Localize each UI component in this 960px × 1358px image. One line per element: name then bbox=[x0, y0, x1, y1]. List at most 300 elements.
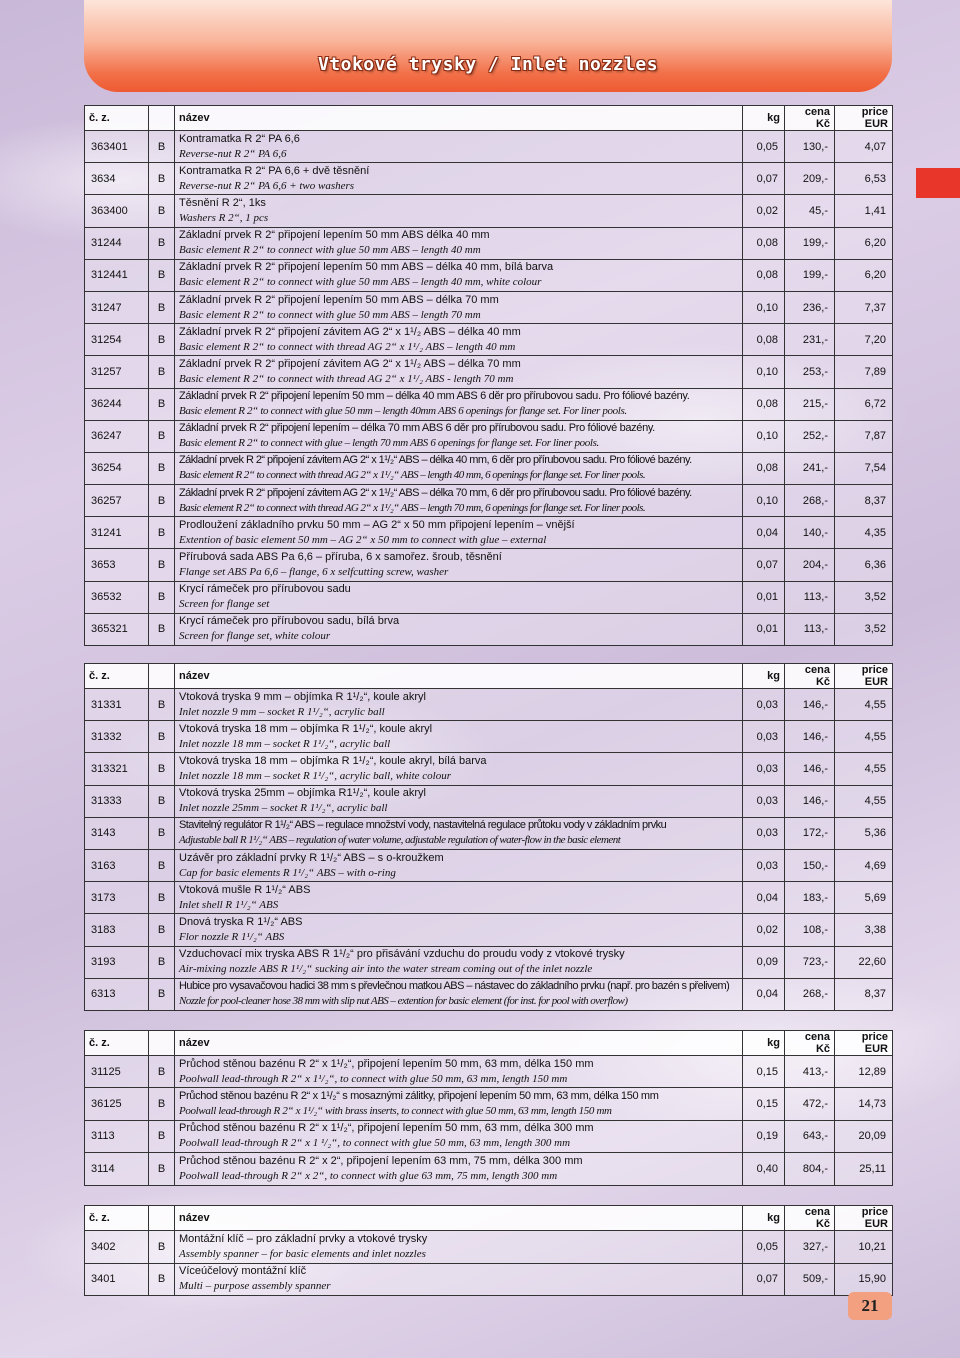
description-czech: Základní prvek R 2“ připojení závitem AG 2“ x 1¹/₂ ABS – délka 70 mm bbox=[179, 357, 521, 370]
table-row bbox=[85, 817, 893, 849]
item-price-eur: 3,38 bbox=[835, 914, 893, 946]
product-table-2 bbox=[84, 663, 893, 1011]
item-code: 312441 bbox=[85, 259, 149, 291]
column-header-code: č. z. bbox=[85, 106, 149, 131]
description-english: Poolwall lead-through R 2“ x 2“, to connect with glue 63 mm, 75 mm, length 300 mm bbox=[179, 1169, 558, 1182]
table-header-row bbox=[85, 106, 893, 131]
column-header-eur: price EUR bbox=[835, 664, 893, 689]
table-row bbox=[85, 882, 893, 914]
column-header-flag bbox=[149, 106, 175, 131]
item-code: 3634 bbox=[85, 163, 149, 195]
item-price-eur: 6,36 bbox=[835, 549, 893, 581]
description-english: Basic element R 2“ to connect with glue 50 mm ABS – length 70 mm bbox=[179, 308, 481, 321]
table-row bbox=[85, 195, 893, 227]
item-price-czk: 252,- bbox=[785, 420, 835, 452]
item-flag: B bbox=[149, 721, 175, 753]
item-price-czk: 241,- bbox=[785, 452, 835, 484]
item-code: 365321 bbox=[85, 613, 149, 645]
item-flag: B bbox=[149, 420, 175, 452]
table-row bbox=[85, 581, 893, 613]
item-code: 31125 bbox=[85, 1056, 149, 1088]
item-flag: B bbox=[149, 1231, 175, 1264]
item-description bbox=[175, 785, 743, 817]
table-row bbox=[85, 689, 893, 721]
table-row bbox=[85, 420, 893, 452]
table-row bbox=[85, 291, 893, 323]
item-flag: B bbox=[149, 978, 175, 1010]
item-price-czk: 268,- bbox=[785, 978, 835, 1010]
item-price-eur: 6,20 bbox=[835, 259, 893, 291]
item-price-eur: 4,69 bbox=[835, 849, 893, 881]
item-weight-kg: 0,10 bbox=[743, 291, 785, 323]
item-description bbox=[175, 1056, 743, 1088]
table-row bbox=[85, 485, 893, 517]
item-weight-kg: 0,03 bbox=[743, 721, 785, 753]
item-weight-kg: 0,09 bbox=[743, 946, 785, 978]
column-header-eur: price EUR bbox=[835, 1031, 893, 1056]
description-english: Multi – purpose assembly spanner bbox=[179, 1280, 331, 1293]
item-price-czk: 268,- bbox=[785, 485, 835, 517]
item-code: 3193 bbox=[85, 946, 149, 978]
item-code: 31331 bbox=[85, 689, 149, 721]
item-price-czk: 199,- bbox=[785, 259, 835, 291]
table-row bbox=[85, 849, 893, 881]
description-english: Basic element R 2“ to connect with thread AG 2“ x 1¹/₂“ ABS – length 40 mm, 6 openings for flange set. For liner pools. bbox=[179, 469, 646, 482]
item-flag: B bbox=[149, 324, 175, 356]
item-weight-kg: 0,02 bbox=[743, 195, 785, 227]
item-price-eur: 4,55 bbox=[835, 785, 893, 817]
description-english: Extention of basic element 50 mm – AG 2“ x 50 mm to connect with glue – external bbox=[179, 533, 547, 546]
description-english: Inlet nozzle 18 mm – socket R 1¹/₂“, acrylic ball bbox=[179, 737, 391, 750]
table-row bbox=[85, 1120, 893, 1152]
item-flag: B bbox=[149, 753, 175, 785]
item-description bbox=[175, 914, 743, 946]
item-weight-kg: 0,07 bbox=[743, 163, 785, 195]
table-row bbox=[85, 324, 893, 356]
item-code: 31333 bbox=[85, 785, 149, 817]
item-flag: B bbox=[149, 388, 175, 420]
item-price-eur: 22,60 bbox=[835, 946, 893, 978]
item-weight-kg: 0,03 bbox=[743, 753, 785, 785]
item-weight-kg: 0,01 bbox=[743, 613, 785, 645]
description-czech: Přírubová sada ABS Pa 6,6 – příruba, 6 x samořez. šroub, těsnění bbox=[179, 551, 502, 564]
table-row bbox=[85, 613, 893, 645]
table-row bbox=[85, 1056, 893, 1088]
item-weight-kg: 0,03 bbox=[743, 817, 785, 849]
description-english: Inlet nozzle 18 mm – socket R 1¹/₂“, acrylic ball, white colour bbox=[179, 769, 451, 782]
item-description bbox=[175, 324, 743, 356]
table-row bbox=[85, 388, 893, 420]
description-english: Reverse-nut R 2“ PA 6,6 bbox=[179, 147, 287, 160]
table-row bbox=[85, 452, 893, 484]
table-row bbox=[85, 227, 893, 259]
item-description bbox=[175, 978, 743, 1010]
item-description bbox=[175, 163, 743, 195]
item-price-czk: 215,- bbox=[785, 388, 835, 420]
item-description bbox=[175, 452, 743, 484]
description-czech: Těsnění R 2“, 1ks bbox=[179, 196, 266, 209]
item-flag: B bbox=[149, 581, 175, 613]
item-price-czk: 204,- bbox=[785, 549, 835, 581]
item-code: 36125 bbox=[85, 1088, 149, 1120]
column-header-eur: price EUR bbox=[835, 1206, 893, 1231]
column-header-name: název bbox=[175, 664, 743, 689]
product-table-3 bbox=[84, 1030, 893, 1186]
item-code: 31257 bbox=[85, 356, 149, 388]
item-price-czk: 45,- bbox=[785, 195, 835, 227]
item-code: 3402 bbox=[85, 1231, 149, 1264]
item-weight-kg: 0,08 bbox=[743, 452, 785, 484]
item-flag: B bbox=[149, 1120, 175, 1152]
table-header-row bbox=[85, 1031, 893, 1056]
table-row bbox=[85, 131, 893, 163]
column-header-cena: cena Kč bbox=[785, 1031, 835, 1056]
column-header-flag bbox=[149, 1031, 175, 1056]
column-header-code: č. z. bbox=[85, 664, 149, 689]
item-code: 363401 bbox=[85, 131, 149, 163]
item-flag: B bbox=[149, 882, 175, 914]
description-czech: Krycí rámeček pro přírubovou sadu bbox=[179, 583, 351, 596]
description-czech: Vtoková tryska 18 mm – objímka R 1¹/₂“, koule akryl, bílá barva bbox=[179, 754, 487, 767]
item-weight-kg: 0,08 bbox=[743, 324, 785, 356]
item-code: 313321 bbox=[85, 753, 149, 785]
description-czech: Montážní klíč – pro základní prvky a vtokové trysky bbox=[179, 1232, 428, 1245]
item-price-eur: 5,69 bbox=[835, 882, 893, 914]
description-english: Reverse-nut R 2“ PA 6,6 + two washers bbox=[179, 179, 355, 192]
column-header-name: název bbox=[175, 1206, 743, 1231]
item-price-eur: 6,20 bbox=[835, 227, 893, 259]
item-weight-kg: 0,08 bbox=[743, 227, 785, 259]
product-table-1 bbox=[84, 105, 893, 646]
item-weight-kg: 0,15 bbox=[743, 1088, 785, 1120]
item-description bbox=[175, 131, 743, 163]
description-english: Basic element R 2“ to connect with glue 50 mm ABS – length 40 mm bbox=[179, 244, 481, 257]
item-weight-kg: 0,08 bbox=[743, 259, 785, 291]
description-czech: Prodloužení základního prvku 50 mm – AG 2“ x 50 mm připojení lepením – vnější bbox=[179, 518, 575, 531]
column-header-kg: kg bbox=[743, 106, 785, 131]
column-header-cena: cena Kč bbox=[785, 1206, 835, 1231]
description-czech: Stavitelný regulátor R 1¹/₂“ ABS – regulace množství vody, nastavitelná regulace průtoku vody v základním prvku bbox=[179, 819, 667, 832]
column-header-code: č. z. bbox=[85, 1031, 149, 1056]
item-code: 3163 bbox=[85, 849, 149, 881]
description-czech: Průchod stěnou bazénu R 2“ x 2“, připojení lepením 63 mm, 75 mm, délka 300 mm bbox=[179, 1154, 583, 1167]
item-weight-kg: 0,03 bbox=[743, 689, 785, 721]
item-code: 36532 bbox=[85, 581, 149, 613]
item-code: 31254 bbox=[85, 324, 149, 356]
table-row bbox=[85, 163, 893, 195]
item-code: 6313 bbox=[85, 978, 149, 1010]
item-code: 3653 bbox=[85, 549, 149, 581]
item-description bbox=[175, 1120, 743, 1152]
item-code: 36254 bbox=[85, 452, 149, 484]
column-header-eur: price EUR bbox=[835, 106, 893, 131]
item-weight-kg: 0,04 bbox=[743, 517, 785, 549]
item-code: 3183 bbox=[85, 914, 149, 946]
item-price-czk: 130,- bbox=[785, 131, 835, 163]
table-row bbox=[85, 549, 893, 581]
description-czech: Základní prvek R 2“ připojení závitem AG 2“ x 1¹/₂“ ABS – délka 40 mm, 6 děr pro přírubovou sadu. Pro fóliové bazény. bbox=[179, 454, 692, 467]
column-header-cena: cena Kč bbox=[785, 664, 835, 689]
table-row bbox=[85, 978, 893, 1010]
description-english: Inlet nozzle 25mm – socket R 1¹/₂“, acrylic ball bbox=[179, 802, 388, 815]
item-price-eur: 7,54 bbox=[835, 452, 893, 484]
item-flag: B bbox=[149, 1153, 175, 1185]
item-description bbox=[175, 291, 743, 323]
item-description bbox=[175, 388, 743, 420]
table-row bbox=[85, 946, 893, 978]
item-code: 31332 bbox=[85, 721, 149, 753]
item-price-czk: 804,- bbox=[785, 1153, 835, 1185]
item-price-czk: 209,- bbox=[785, 163, 835, 195]
item-description bbox=[175, 485, 743, 517]
description-czech: Základní prvek R 2“ připojení lepením 50 mm – délka 40 mm ABS 6 děr pro přírubovou sadu. Pro fóliové bazény. bbox=[179, 390, 690, 403]
item-weight-kg: 0,10 bbox=[743, 420, 785, 452]
item-description bbox=[175, 517, 743, 549]
description-english: Assembly spanner – for basic elements and inlet nozzles bbox=[179, 1247, 426, 1260]
column-header-kg: kg bbox=[743, 1031, 785, 1056]
item-price-czk: 472,- bbox=[785, 1088, 835, 1120]
item-description bbox=[175, 356, 743, 388]
item-description bbox=[175, 581, 743, 613]
item-description bbox=[175, 1153, 743, 1185]
item-weight-kg: 0,07 bbox=[743, 1263, 785, 1296]
item-flag: B bbox=[149, 689, 175, 721]
item-code: 36247 bbox=[85, 420, 149, 452]
item-code: 3143 bbox=[85, 817, 149, 849]
page-title: Vtokové trysky / Inlet nozzles bbox=[317, 54, 659, 75]
description-czech: Hubice pro vysavačovou hadici 38 mm s převlečnou matkou ABS – nástavec do základního prvku (např. pro bazén s přelivem) bbox=[179, 980, 730, 993]
item-flag: B bbox=[149, 1056, 175, 1088]
description-czech: Základní prvek R 2“ připojení závitem AG 2“ x 1¹/₂“ ABS – délka 70 mm, 6 děr pro přírubovou sadu. Pro fóliové bazény. bbox=[179, 486, 692, 499]
table-row bbox=[85, 259, 893, 291]
item-description bbox=[175, 1263, 743, 1296]
table-row bbox=[85, 753, 893, 785]
description-czech: Základní prvek R 2“ připojení závitem AG 2“ x 1¹/₂ ABS – délka 40 mm bbox=[179, 325, 521, 338]
item-flag: B bbox=[149, 613, 175, 645]
table-row bbox=[85, 914, 893, 946]
item-price-eur: 4,55 bbox=[835, 689, 893, 721]
item-flag: B bbox=[149, 259, 175, 291]
description-czech: Víceúčelový montážní klíč bbox=[179, 1265, 307, 1278]
description-english: Basic element R 2“ to connect with glue 50 mm – length 40mm ABS 6 openings for flange set. For liner pools. bbox=[179, 405, 627, 418]
item-price-czk: 413,- bbox=[785, 1056, 835, 1088]
column-header-kg: kg bbox=[743, 1206, 785, 1231]
item-price-eur: 6,72 bbox=[835, 388, 893, 420]
item-description bbox=[175, 753, 743, 785]
item-price-eur: 14,73 bbox=[835, 1088, 893, 1120]
description-czech: Průchod stěnou bazénu R 2“ x 1¹/₂“, připojení lepením 50 mm, 63 mm, délka 150 mm bbox=[179, 1057, 594, 1070]
item-description bbox=[175, 613, 743, 645]
product-table-4 bbox=[84, 1205, 893, 1296]
item-flag: B bbox=[149, 849, 175, 881]
description-english: Adjustable ball R 1¹/₂“ ABS – regulation of water volume, adjustable regulation of water-flow in the basic element bbox=[179, 834, 621, 847]
item-price-eur: 7,37 bbox=[835, 291, 893, 323]
item-description bbox=[175, 721, 743, 753]
description-english: Basic element R 2“ to connect with glue 50 mm ABS – length 40 mm, white colour bbox=[179, 276, 542, 289]
item-price-czk: 172,- bbox=[785, 817, 835, 849]
item-description bbox=[175, 549, 743, 581]
item-price-eur: 10,21 bbox=[835, 1231, 893, 1264]
item-price-czk: 236,- bbox=[785, 291, 835, 323]
description-english: Nozzle for pool-cleaner hose 38 mm with slip nut ABS – extention for basic element (for inst. for pool with overflow) bbox=[179, 995, 628, 1008]
item-price-eur: 3,52 bbox=[835, 581, 893, 613]
item-price-eur: 7,89 bbox=[835, 356, 893, 388]
description-english: Flange set ABS Pa 6,6 – flange, 6 x selfcutting screw, washer bbox=[179, 566, 449, 579]
item-code: 3401 bbox=[85, 1263, 149, 1296]
item-weight-kg: 0,04 bbox=[743, 882, 785, 914]
description-czech: Vtoková mušle R 1¹/₂“ ABS bbox=[179, 883, 311, 896]
description-english: Inlet shell R 1¹/₂“ ABS bbox=[179, 898, 279, 911]
item-code: 31244 bbox=[85, 227, 149, 259]
item-price-czk: 113,- bbox=[785, 613, 835, 645]
item-price-eur: 1,41 bbox=[835, 195, 893, 227]
item-weight-kg: 0,15 bbox=[743, 1056, 785, 1088]
table-row bbox=[85, 1231, 893, 1264]
item-flag: B bbox=[149, 785, 175, 817]
description-czech: Vzduchovací mix tryska ABS R 1¹/₂“ pro přisávání vzduchu do proudu vody z vtokové trysky bbox=[179, 948, 625, 961]
column-header-flag bbox=[149, 664, 175, 689]
side-tab-marker bbox=[916, 168, 960, 198]
description-czech: Průchod stěnou bazénu R 2“ x 1¹/₂“ s mosaznými zálitky, připojení lepením 50 mm, 63 mm, délka 150 mm bbox=[179, 1090, 659, 1103]
item-description bbox=[175, 227, 743, 259]
item-price-czk: 509,- bbox=[785, 1263, 835, 1296]
item-description bbox=[175, 689, 743, 721]
item-weight-kg: 0,01 bbox=[743, 581, 785, 613]
item-description bbox=[175, 1088, 743, 1120]
item-price-eur: 6,53 bbox=[835, 163, 893, 195]
item-price-czk: 113,- bbox=[785, 581, 835, 613]
column-header-name: název bbox=[175, 106, 743, 131]
item-code: 36257 bbox=[85, 485, 149, 517]
item-flag: B bbox=[149, 131, 175, 163]
header-banner bbox=[84, 0, 892, 92]
item-price-eur: 7,20 bbox=[835, 324, 893, 356]
column-header-name: název bbox=[175, 1031, 743, 1056]
table-row bbox=[85, 785, 893, 817]
item-code: 363400 bbox=[85, 195, 149, 227]
item-flag: B bbox=[149, 356, 175, 388]
item-price-eur: 5,36 bbox=[835, 817, 893, 849]
page-number: 21 bbox=[848, 1292, 892, 1320]
item-description bbox=[175, 195, 743, 227]
table-row bbox=[85, 721, 893, 753]
description-english: Screen for flange set, white colour bbox=[179, 630, 331, 643]
item-flag: B bbox=[149, 1088, 175, 1120]
column-header-cena: cena Kč bbox=[785, 106, 835, 131]
description-czech: Základní prvek R 2“ připojení lepením 50 mm ABS – délka 70 mm bbox=[179, 293, 499, 306]
item-weight-kg: 0,03 bbox=[743, 785, 785, 817]
description-czech: Dnová tryska R 1¹/₂“ ABS bbox=[179, 915, 303, 928]
item-weight-kg: 0,05 bbox=[743, 131, 785, 163]
item-flag: B bbox=[149, 914, 175, 946]
table-header-row bbox=[85, 664, 893, 689]
description-czech: Vtoková tryska 18 mm – objímka R 1¹/₂“, koule akryl bbox=[179, 722, 433, 735]
description-czech: Základní prvek R 2“ připojení lepením 50 mm ABS délka 40 mm bbox=[179, 229, 490, 242]
item-description bbox=[175, 259, 743, 291]
item-price-czk: 183,- bbox=[785, 882, 835, 914]
table-header-row bbox=[85, 1206, 893, 1231]
item-price-eur: 7,87 bbox=[835, 420, 893, 452]
item-code: 3173 bbox=[85, 882, 149, 914]
description-czech: Kontramatka R 2“ PA 6,6 bbox=[179, 132, 300, 145]
item-price-czk: 150,- bbox=[785, 849, 835, 881]
item-price-czk: 199,- bbox=[785, 227, 835, 259]
item-price-eur: 8,37 bbox=[835, 485, 893, 517]
item-description bbox=[175, 882, 743, 914]
item-flag: B bbox=[149, 817, 175, 849]
item-flag: B bbox=[149, 195, 175, 227]
description-czech: Základní prvek R 2“ připojení lepením – délka 70 mm ABS 6 děr pro přírubovou sadu. Pro fóliové bazény. bbox=[179, 422, 655, 435]
column-header-kg: kg bbox=[743, 664, 785, 689]
item-price-eur: 25,11 bbox=[835, 1153, 893, 1185]
item-price-czk: 146,- bbox=[785, 721, 835, 753]
item-weight-kg: 0,02 bbox=[743, 914, 785, 946]
item-price-eur: 8,37 bbox=[835, 978, 893, 1010]
description-czech: Vtoková tryska 25mm – objímka R1¹/₂“, koule akryl bbox=[179, 787, 426, 800]
item-price-czk: 253,- bbox=[785, 356, 835, 388]
item-weight-kg: 0,05 bbox=[743, 1231, 785, 1264]
description-english: Poolwall lead-through R 2“ x 1¹/₂“, to connect with glue 50 mm, 63 mm, length 150 mm bbox=[179, 1072, 568, 1085]
item-price-eur: 4,07 bbox=[835, 131, 893, 163]
table-row bbox=[85, 1263, 893, 1296]
item-price-eur: 3,52 bbox=[835, 613, 893, 645]
item-price-eur: 4,55 bbox=[835, 753, 893, 785]
item-flag: B bbox=[149, 1263, 175, 1296]
item-description bbox=[175, 849, 743, 881]
item-weight-kg: 0,10 bbox=[743, 356, 785, 388]
item-weight-kg: 0,19 bbox=[743, 1120, 785, 1152]
item-flag: B bbox=[149, 291, 175, 323]
description-english: Basic element R 2“ to connect with thread AG 2“ x 1¹/₂“ ABS – length 70 mm, 6 openings for flange set. For liner pools. bbox=[179, 501, 646, 514]
item-code: 31241 bbox=[85, 517, 149, 549]
table-row bbox=[85, 356, 893, 388]
item-description bbox=[175, 946, 743, 978]
item-price-czk: 643,- bbox=[785, 1120, 835, 1152]
item-price-eur: 4,55 bbox=[835, 721, 893, 753]
item-description bbox=[175, 420, 743, 452]
description-czech: Uzávěr pro základní prvky R 1¹/₂“ ABS – s o-kroužkem bbox=[179, 851, 444, 864]
table-row bbox=[85, 1088, 893, 1120]
item-price-eur: 20,09 bbox=[835, 1120, 893, 1152]
item-price-eur: 4,35 bbox=[835, 517, 893, 549]
item-description bbox=[175, 1231, 743, 1264]
item-flag: B bbox=[149, 163, 175, 195]
item-price-eur: 12,89 bbox=[835, 1056, 893, 1088]
item-flag: B bbox=[149, 452, 175, 484]
description-english: Screen for flange set bbox=[179, 598, 270, 611]
description-czech: Základní prvek R 2“ připojení lepením 50 mm ABS – délka 40 mm, bílá barva bbox=[179, 261, 554, 274]
description-english: Air-mixing nozzle ABS R 1¹/₂“ sucking air into the water stream coming out of the inlet nozzle bbox=[179, 963, 593, 976]
item-price-czk: 140,- bbox=[785, 517, 835, 549]
description-english: Inlet nozzle 9 mm – socket R 1¹/₂“, acrylic ball bbox=[179, 705, 385, 718]
item-price-eur: 15,90 bbox=[835, 1263, 893, 1296]
description-english: Washers R 2“, 1 pcs bbox=[179, 211, 269, 224]
description-english: Cap for basic elements R 1¹/₂“ ABS – with o-ring bbox=[179, 866, 396, 879]
item-weight-kg: 0,40 bbox=[743, 1153, 785, 1185]
item-code: 3113 bbox=[85, 1120, 149, 1152]
description-english: Basic element R 2“ to connect with glue – length 70 mm ABS 6 openings for flange set. For liner pools. bbox=[179, 437, 599, 450]
item-price-czk: 146,- bbox=[785, 753, 835, 785]
description-czech: Kontramatka R 2“ PA 6,6 + dvě těsnění bbox=[179, 164, 370, 177]
item-code: 36244 bbox=[85, 388, 149, 420]
description-english: Poolwall lead-through R 2“ x 1¹/₂“ with brass inserts, to connect with glue 50 mm, 63 mm, length 150 mm bbox=[179, 1105, 612, 1118]
item-code: 3114 bbox=[85, 1153, 149, 1185]
item-flag: B bbox=[149, 227, 175, 259]
item-weight-kg: 0,03 bbox=[743, 849, 785, 881]
description-czech: Průchod stěnou bazénu R 2“ x 1¹/₂“, připojení lepením 50 mm, 63 mm, délka 300 mm bbox=[179, 1122, 594, 1135]
item-price-czk: 146,- bbox=[785, 785, 835, 817]
item-code: 31247 bbox=[85, 291, 149, 323]
